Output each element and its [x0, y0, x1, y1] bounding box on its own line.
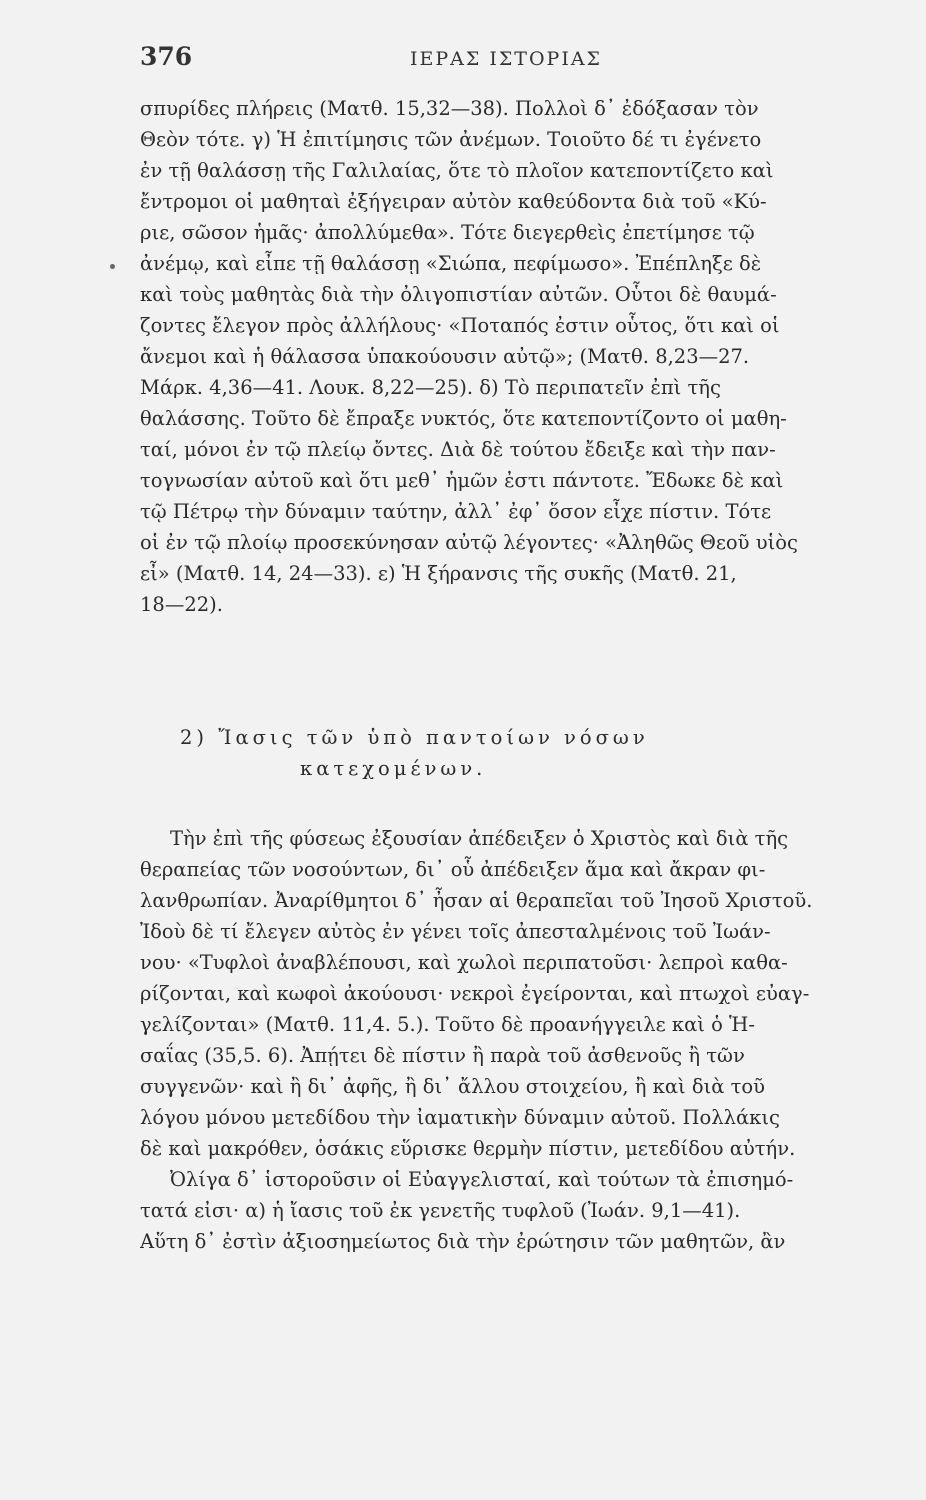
text-line: ἄνεμοι καὶ ἡ θάλασσα ὑπακούουσιν αὐτῷ»; (Ματθ. 8,23—27.	[140, 345, 750, 368]
text-line: καὶ τοὺς μαθητὰς διὰ τὴν ὀλιγοπιστίαν αὐτῶν. Οὗτοι δὲ θαυμά-	[140, 283, 777, 306]
text-line: ταί, μόνοι ἐν τῷ πλείῳ ὄντες. Διὰ δὲ τούτου ἔδειξε καὶ τὴν παν-	[140, 438, 776, 461]
text-line: Ὀλίγα δ᾽ ἱστοροῦσιν οἱ Εὐαγγελισταί, καὶ τούτων τὰ ἐπισημό-	[170, 1168, 794, 1191]
text-line: γελίζονται» (Ματθ. 11,4. 5.). Τοῦτο δὲ προανήγγειλε καὶ ὁ Ἡ-	[140, 1013, 755, 1036]
text-line: εἶ» (Ματθ. 14, 24—33). ε) Ἡ ξήρανσις τῆς συκῆς (Ματθ. 21,	[140, 562, 737, 585]
margin-dot	[110, 264, 115, 269]
running-head: ΙΕΡΑΣ ΙΣΤΟΡΙΑΣ	[410, 48, 602, 70]
text-line: ἔντρομοι οἱ μαθηταὶ ἐξήγειραν αὐτὸν καθεύδοντα διὰ τοῦ «Κύ-	[140, 190, 767, 213]
paragraph-1	[140, 93, 840, 620]
text-line: συγγενῶν· καὶ ἢ δι᾽ ἀφῆς, ἢ δι᾽ ἄλλου στοιχείου, ἢ καὶ διὰ τοῦ	[140, 1075, 765, 1098]
text-line: ζοντες ἔλεγον πρὸς ἀλλήλους· «Ποταπός ἐστιν οὗτος, ὅτι καὶ οἱ	[140, 314, 780, 337]
text-line: Τὴν ἐπὶ τῆς φύσεως ἐξουσίαν ἀπέδειξεν ὁ Χριστὸς καὶ διὰ τῆς	[170, 827, 789, 850]
page-header	[140, 42, 840, 82]
text-line: οἱ ἐν τῷ πλοίῳ προσεκύνησαν αὐτῷ λέγοντες· «Ἀληθῶς Θεοῦ υἱὸς	[140, 531, 798, 554]
text-line: Ἰδοὺ δὲ τί ἔλεγεν αὐτὸς ἐν γένει τοῖς ἀπεσταλμένοις τοῦ Ἰωάν-	[140, 920, 771, 943]
section-heading-line-2: κατεχομένων.	[300, 757, 487, 780]
text-line: νου· «Τυφλοὶ ἀναβλέπουσι, καὶ χωλοὶ περιπατοῦσι· λεπροὶ καθα-	[140, 951, 788, 974]
text-line: ριε, σῶσον ἡμᾶς· ἀπολλύμεθα». Τότε διεγερθεὶς ἐπετίμησε τῷ	[140, 221, 755, 244]
text-line: λανθρωπίαν. Ἀναρίθμητοι δ᾽ ἦσαν αἱ θεραπεῖαι τοῦ Ἰησοῦ Χριστοῦ.	[140, 889, 813, 912]
text-line: θαλάσσης. Τοῦτο δὲ ἔπραξε νυκτός, ὅτε κατεποντίζοντο οἱ μαθη-	[140, 407, 787, 430]
paragraph-2	[140, 823, 840, 1257]
text-line: σαΐας (35,5. 6). Ἀπῄτει δὲ πίστιν ἢ παρὰ τοῦ ἀσθενοῦς ἢ τῶν	[140, 1044, 745, 1067]
text-line: Μάρκ. 4,36—41. Λουκ. 8,22—25). δ) Τὸ περιπατεῖν ἐπὶ τῆς	[140, 376, 721, 399]
text-line: ρίζονται, καὶ κωφοὶ ἀκούουσι· νεκροὶ ἐγείρονται, καὶ πτωχοὶ εὐαγ-	[140, 982, 810, 1005]
section-heading-line-1: 2) Ἴασις τῶν ὑπὸ παντοίων νόσων	[180, 726, 649, 749]
text-line: ἐν τῇ θαλάσσῃ τῆς Γαλιλαίας, ὅτε τὸ πλοῖον κατεποντίζετο καὶ	[140, 159, 774, 182]
text-line: τῷ Πέτρῳ τὴν δύναμιν ταύτην, ἀλλ᾽ ἐφ᾽ ὅσον εἶχε πίστιν. Τότε	[140, 500, 772, 523]
section-heading	[180, 722, 840, 784]
text-line: Αὕτη δ᾽ ἐστὶν ἀξιοσημείωτος διὰ τὴν ἐρώτησιν τῶν μαθητῶν, ἂν	[140, 1230, 786, 1253]
text-line: 18—22).	[140, 593, 223, 616]
text-line: Θεὸν τότε. γ) Ἡ ἐπιτίμησις τῶν ἀνέμων. Τοιοῦτο δέ τι ἐγένετο	[140, 128, 762, 151]
page-number: 376	[140, 42, 193, 71]
text-line: σπυρίδες πλήρεις (Ματθ. 15,32—38). Πολλοὶ δ᾽ ἐδόξασαν τὸν	[140, 97, 759, 120]
text-line: τογνωσίαν αὐτοῦ καὶ ὅτι μεθ᾽ ἡμῶν ἐστι πάντοτε. Ἔδωκε δὲ καὶ	[140, 469, 784, 492]
text-line: δὲ καὶ μακρόθεν, ὁσάκις εὕρισκε θερμὴν πίστιν, μετεδίδου αὐτήν.	[140, 1137, 796, 1160]
text-line: τατά εἰσι· α) ἡ ἴασις τοῦ ἐκ γενετῆς τυφλοῦ (Ἰωάν. 9,1—41).	[140, 1199, 741, 1222]
text-line: θεραπείας τῶν νοσούντων, δι᾽ οὗ ἀπέδειξεν ἅμα καὶ ἄκραν φι-	[140, 858, 766, 881]
text-line: ἀνέμῳ, καὶ εἶπε τῇ θαλάσσῃ «Σιώπα, πεφίμωσο». Ἐπέπληξε δὲ	[140, 252, 762, 275]
text-line: λόγου μόνου μετεδίδου τὴν ἰαματικὴν δύναμιν αὐτοῦ. Πολλάκις	[140, 1106, 780, 1129]
